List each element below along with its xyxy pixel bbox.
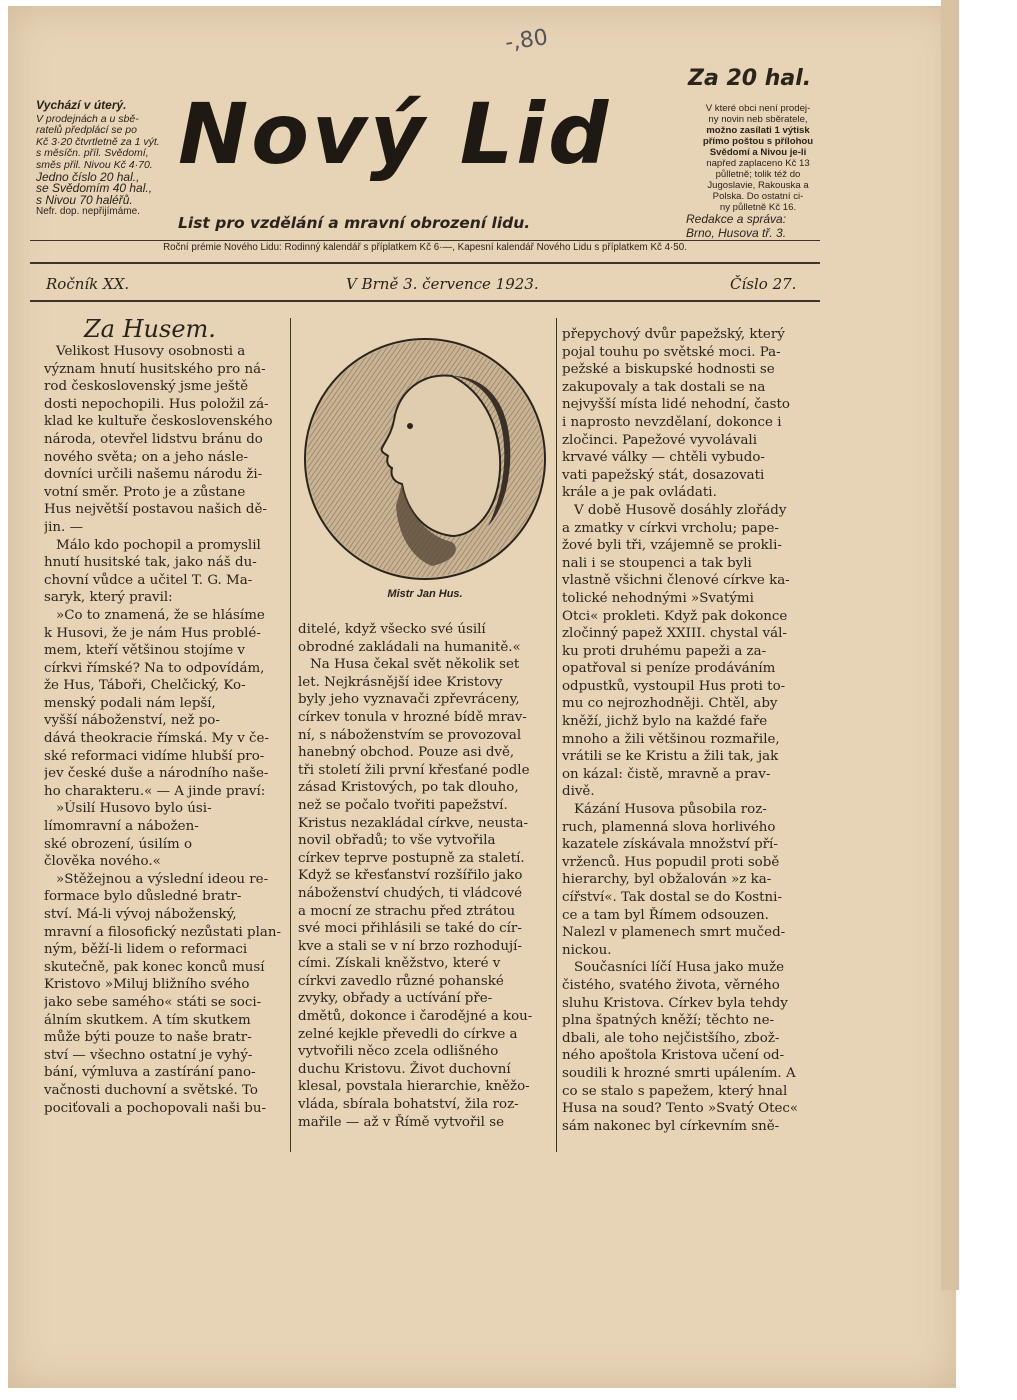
left-info-line: se Svědomím 40 hal., [36,181,153,196]
article-line: Kristus nezakládal církve, neusta- [298,815,528,831]
masthead-subtitle: List pro vzdělání a mravní obrození lidu. [178,214,531,232]
article-line: ku proti druhému papeži a za- [562,643,767,659]
article-line: sluhu Kristova. Církev byla tehdy [562,995,788,1011]
right-info-line: napřed zaplaceno Kč 13 [706,158,810,169]
right-info-box [684,103,832,213]
page-edge-shadow [941,0,959,1290]
header-rule-bottom [30,300,820,302]
article-line: dovníci určili našemu národu ži- [44,467,263,483]
masthead-title: Nový Lid [178,85,612,183]
article-line: sám nakonec byl církevním sně- [562,1118,780,1134]
article-line: dbali, ale toho nejčistšího, zbož- [562,1030,780,1046]
left-info-line: Jedno číslo 20 hal., [36,169,140,184]
article-line: ruch, plamenná slova horlivého [562,819,776,835]
article-line: jin. — [44,519,83,535]
article-line: krále a je pak ovládati. [562,485,717,501]
article-line: hierarchy, byl obžalován »z ka- [562,872,772,888]
article-line: »Úsilí Husovo bylo úsi- [56,801,212,817]
right-info-line: Svědomí a Nivou je-li [709,147,807,158]
article-line: kněží, jichž bylo na každé faře [562,714,768,730]
article-line: Když se křesťanství rozšířilo jako [298,868,523,884]
portrait-caption: Mistr Jan Hus. [387,588,463,600]
column-divider-1 [290,318,291,1152]
article-line: jako sebe samého« státi se soci- [44,994,262,1010]
article-line: »Co to znamená, že se hlásíme [56,607,265,623]
article-line: cířství«. Tak dostal se do Kostni- [562,890,782,905]
right-info-line: Polska. Do ostatní ci- [712,191,804,202]
article-line: Na Husa čekal svět několik set [310,657,520,673]
header-rule-top [30,240,820,241]
article-line: on kázal: čistě, mravně a prav- [562,766,771,782]
redakce-line: Redakce a správa: [686,212,787,226]
left-info-line: Kč 3·20 čtvrtletně za 1 výt. [36,135,160,148]
article-line: mnoho a žili většinou rozmařile, [562,731,780,747]
article-line: Nalezl v plamenech smrt mučed- [562,925,786,941]
article-line: dosti nepochopili. Hus položil zá- [44,396,269,412]
article-line: obrodné zakládali na humanitě.« [298,639,521,655]
left-info-line: V prodejnách a u sbě- [36,112,139,125]
left-info-box [36,100,186,218]
right-info-line: možno zasílati 1 výtisk [706,125,810,136]
article-line: Hus největší postavou našich dě- [44,502,267,518]
article-line: vati papežský stát, dosazovati [562,467,765,483]
article-line: hnutí husitské tak, jako náš du- [44,555,257,571]
article-line: zásad Kristových, po tak dlouho, [298,780,519,796]
article-line: duchu Kristovu. Život duchovní [298,1061,511,1077]
article-line: let. Nejkrásnější idee Kristovy [298,674,503,690]
right-info-line: Jugoslavie, Rakouska a [707,180,809,191]
article-line: skutečně, pak konec konců musí [44,959,265,975]
left-info-line: ratelů předplácí se po [36,124,137,137]
article-line: Málo kdo pochopil a promyslil [56,537,261,553]
article-line: zločinci. Papežové vyvolávali [562,432,757,448]
article-line: hanebný obchod. Pouze asi dvě, [298,745,515,761]
article-line: své moci přihlásili se také do cír- [298,921,522,937]
article-line: Otci« prokleti. Když pak dokonce [562,608,788,624]
header-rule-middle [30,262,820,264]
article-line: ce a tam byl Římem odsouzen. [562,907,769,923]
right-info-line: ny půlletně Kč 16. [719,202,797,213]
article-line: mařile — až v Římě vytvořil se [298,1114,504,1130]
article-line: církev tonula v hrozné bídě mrav- [298,709,527,725]
editorial-address [686,212,826,240]
right-info-line: přímo poštou s přílohou [702,136,814,147]
article-line: »Stěžejnou a výslední ideou re- [56,871,269,887]
article-line: divě. [562,784,595,800]
article-line: žové byli tři, vzájemně se prokli- [562,538,782,554]
article-column-3 [562,326,810,1135]
article-line: nového světa; on a jeho násle- [44,449,249,465]
article-line: novil obřadů; to vše vytvořila [298,833,496,849]
article-line: cími. Získali kněžstvo, které v [298,956,501,972]
article-line: význam hnutí husitského pro ná- [44,361,266,377]
article-line: plna špatných kněží; těchto ne- [562,1013,775,1029]
article-line: rod československý jsme ještě [44,379,249,395]
article-line: dmětů, dokonce i čarodějné a kou- [298,1009,533,1025]
article-line: Současníci líčí Husa jako muže [574,960,785,976]
article-line: než se počalo tvořiti papežství. [298,797,508,813]
article-line: kve a stali se v ní brzo rozhodují- [298,938,522,954]
article-line: odpustků, vystoupil Hus proti to- [562,678,786,694]
article-line: ství. Má-li vývoj náboženský, [44,907,237,922]
left-info-line: Vychází v úterý. [36,98,127,112]
article-line: tolické nehodnými »Svatými [562,590,754,606]
article-line: álním skutkem. A tím skutkem [44,1012,251,1028]
article-line: tři století žili první křesťané podle [298,762,530,778]
article-line: nali i se stoupenci a tak byli [562,555,752,571]
article-line: ské obrození, úsilím o [44,836,193,852]
article-line: čistého, svatého života, věrného [562,977,780,993]
article-line: menský podali nám lepší, [44,695,216,711]
article-line: byly jeho vyznavači zpřevráceny, [298,692,520,708]
article-line: může býti pouze to naše bratr- [44,1030,252,1046]
article-line: zelné kejkle převedli do církve a [298,1026,518,1042]
article-line: Velikost Husovy osobnosti a [56,344,246,359]
article-line: pojal touhu po světské moci. Pa- [562,344,781,360]
article-line: soudili k hrozné smrti upálením. A [562,1065,796,1081]
article-line: a mocní ze strachu před ztrátou [298,903,516,919]
article-line: národa, otevřel lidstvu bránu do [44,431,263,447]
article-line: Kázání Husova působila roz- [574,802,767,818]
article-line: mravní a filosofický nezůstati plan- [44,924,281,940]
article-line: k Husovi, že je nám Hus problé- [44,625,261,641]
issue-place-date: V Brně 3. července 1923. [346,275,539,293]
article-headline: Za Husem. [84,315,216,343]
article-line: votní směr. Proto je a zůstane [44,484,246,500]
article-line: ným, běží-li lidem o reformaci [44,942,248,958]
article-line: že Hus, Táboři, Chelčický, Ko- [44,678,246,694]
article-line: i naprosto nevzdělaní, dokonce i [562,414,782,430]
article-line: krvavé války — chtěli vybudo- [562,450,765,466]
article-line: ného apoštola Kristova učení od- [562,1048,785,1064]
article-line: opatřoval si peníze prodáváním [562,661,776,677]
article-line: límomravní a nábožen- [44,819,199,835]
article-line: Kristovo »Miluj bližního svého [44,977,250,993]
article-line: církvi římské? Na to odpovídám, [44,660,265,676]
article-line: nickou. [562,942,612,958]
article-line: zakupovaly a tak dostali se na [562,379,766,395]
article-line: klesal, povstala hierarchie, kněžo- [298,1079,530,1095]
article-line: vlastně všichni členové církve ka- [562,573,790,589]
article-line: jev české duše a národního naše- [44,766,269,782]
annual-premium-line: Roční prémie Nového Lidu: Rodinný kalendář s příplatkem Kč 6·—, Kapesní kalendář Nového Lidu s příplatkem Kč 4·50. [163,242,687,253]
article-line: vláda, sbírala bohatství, žila roz- [298,1097,519,1113]
article-line: co se stalo s papežem, který hnal [562,1083,788,1099]
price-label: Za 20 hal. [688,66,812,91]
left-info-line: směs přil. Nivou Kč 4·70. [36,158,153,171]
right-info-line: ny novin neb sběratele, [708,114,808,125]
article-column-2 [298,621,550,1131]
right-info-line: V které obci není prodej- [705,103,811,114]
article-line: ské reformaci vidíme hlubší pro- [44,748,265,764]
article-line: vrženců. Hus popudil proti sobě [562,854,780,870]
redakce-line: Brno, Husova tř. 3. [686,226,787,240]
article-line: a zmatky v církvi vrcholu; pape- [562,520,779,536]
article-line: přepychový dvůr papežský, který [562,327,785,342]
issue-number: Číslo 27. [730,275,797,293]
article-line: dává theokracie římská. My v če- [44,731,269,747]
jan-hus-portrait [302,336,548,582]
volume-number: Ročník XX. [46,275,130,293]
left-info-line: Nefr. dop. nepřijímáme. [36,206,140,218]
article-column-1 [44,343,282,1117]
left-info-line: s Nivou 70 haléřů. [36,192,133,207]
article-line: ditelé, když všecko své úsilí [298,622,486,637]
article-line: vrátili se ke Kristu a žili tak, jak [562,749,779,765]
article-line: náboženství chudých, ti vládcové [298,885,523,901]
article-line: ní, s náboženstvím se provozoval [298,727,522,743]
left-info-line: s měsíčn. příl. Svědomí, [36,147,149,160]
article-line: vyšší náboženství, než po- [44,713,220,729]
article-line: nejvyšší místa lidé nehodní, často [562,397,790,413]
handwritten-note: -,80 [503,25,550,56]
article-line: bání, výmluva a zastírání pano- [44,1065,256,1081]
article-line: ství — všechno ostatní je vyhý- [44,1047,253,1063]
article-line: zvyky, obřady a uctívání pře- [298,991,493,1007]
article-line: saryk, který pravil: [44,590,173,606]
article-line: chovní vůdce a učitel T. G. Ma- [44,572,253,588]
right-info-line: půlletně; tolik též do [715,169,801,180]
article-line: kazatele získávala množství pří- [562,837,778,853]
article-line: pociťovali a pochopovali naši bu- [44,1100,267,1116]
column-divider-2 [556,318,557,1152]
article-line: klad ke kultuře československého [44,414,273,430]
article-line: mem, kteří většinou stojíme v [44,643,245,659]
article-line: vačnosti duchovní a světské. To [44,1082,258,1098]
article-line: mu co nejrozhodněji. Chtěl, aby [562,696,778,712]
article-line: Husa na soud? Tento »Svatý Otec« [562,1101,799,1117]
article-line: církvi zavedlo různé pohanské [298,973,504,989]
article-line: pežské a biskupské hodnosti se [562,362,775,378]
article-line: ho charakteru.« — A jinde praví: [44,783,266,799]
article-line: člověka nového.« [44,854,161,870]
article-line: vytvořili něco zcela odlišného [298,1044,499,1060]
article-line: zločinný papež XXIII. chystal vál- [562,626,787,642]
article-line: církev teprve postupně za staletí. [298,850,525,866]
article-line: V době Husově dosáhly zlořády [574,502,787,518]
article-line: formace bylo důsledné bratr- [44,889,242,905]
